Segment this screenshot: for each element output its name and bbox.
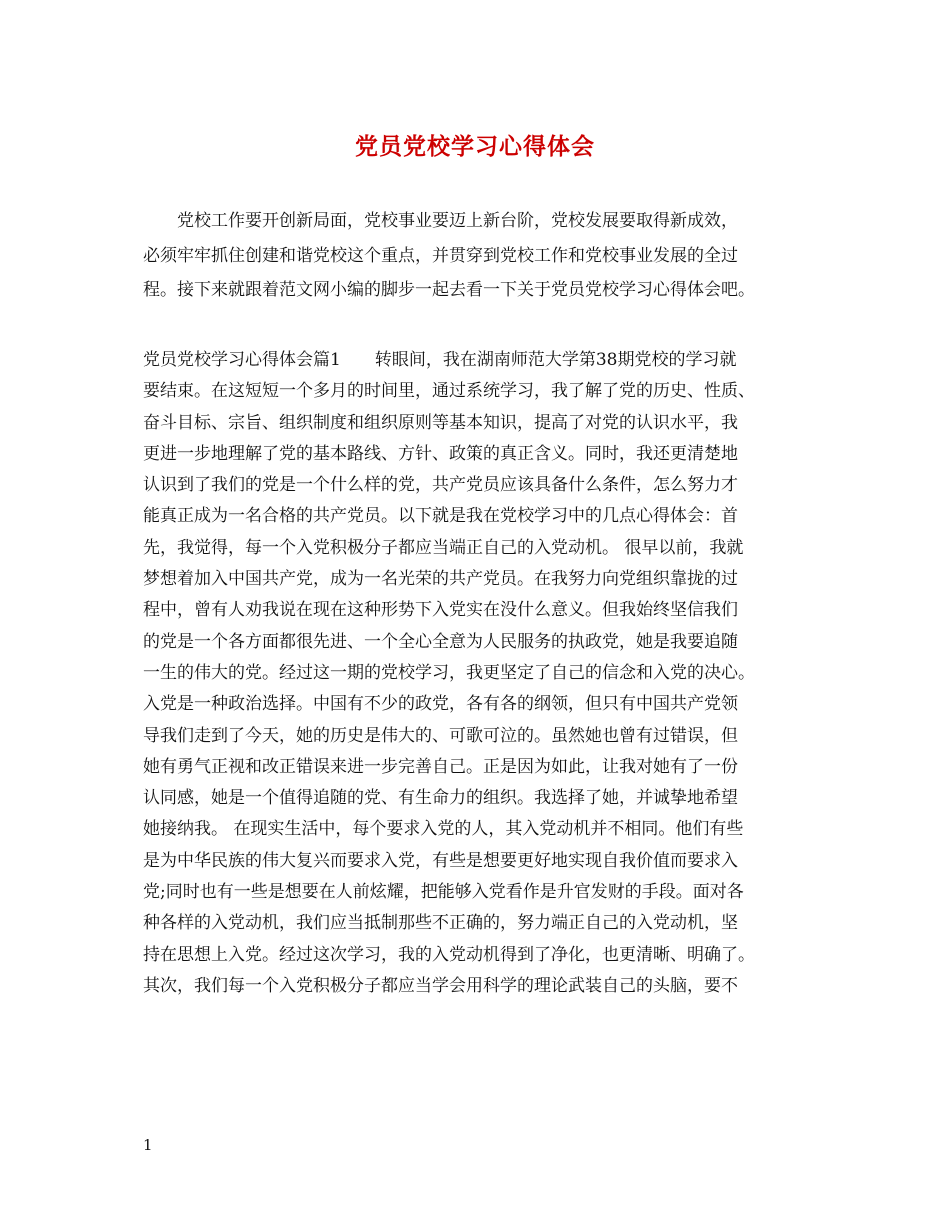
intro-line: 程。接下来就跟着范文网小编的脚步一起去看一下关于党员党校学习心得体会吧。 — [143, 280, 755, 300]
intro-line: 党校工作要开创新局面，党校事业要迈上新台阶，党校发展要取得新成效， — [143, 211, 738, 231]
body-line: 奋斗目标、宗旨、组织制度和组织原则等基本知识，提高了对党的认识水平，我 — [143, 412, 738, 433]
body-line: 能真正成为一名合格的共产党员。以下就是我在党校学习中的几点心得体会：首 — [143, 506, 738, 527]
intro-paragraph — [143, 204, 828, 308]
document-title: 党员党校学习心得体会 — [355, 133, 595, 160]
body-line: 其次，我们每一个入党积极分子都应当学会用科学的理论武装自己的头脑，要不 — [143, 975, 738, 996]
body-paragraph — [143, 345, 828, 1002]
body-line: 她有勇气正视和改正错误来进一步完善自己。正是因为如此，让我对她有了一份 — [143, 756, 738, 777]
body-line: 导我们走到了今天，她的历史是伟大的、可歌可泣的。虽然她也曾有过错误，但 — [143, 725, 738, 746]
body-line: 要结束。在这短短一个多月的时间里，通过系统学习，我了解了党的历史、性质、 — [143, 381, 755, 402]
body-line: 入党是一种政治选择。中国有不少的政党，各有各的纲领，但只有中国共产党领 — [143, 694, 738, 715]
page-number: 1 — [143, 1136, 153, 1154]
body-line: 认同感，她是一个值得追随的党、有生命力的组织。我选择了她，并诚挚地希望 — [143, 788, 738, 809]
intro-line: 必须牢牢抓住创建和谐党校这个重点，并贯穿到党校工作和党校事业发展的全过 — [143, 245, 738, 266]
body-line: 她接纳我。 在现实生活中，每个要求入党的人，其入党动机并不相同。他们有些 — [143, 819, 744, 840]
body-line: 先，我觉得，每一个入党积极分子都应当端正自己的入党动机。 很早以前，我就 — [143, 537, 744, 558]
body-line: 更进一步地理解了党的基本路线、方针、政策的真正含义。同时，我还更清楚地 — [143, 443, 738, 464]
body-line: 一生的伟大的党。经过这一期的党校学习，我更坚定了自己的信念和入党的决心。 — [143, 662, 755, 683]
body-line: 党员党校学习心得体会篇1 转眼间，我在湖南师范大学第38期党校的学习就 — [143, 350, 737, 370]
body-line: 梦想着加入中国共产党，成为一名光荣的共产党员。在我努力向党组织靠拢的过 — [143, 569, 738, 590]
body-line: 党;同时也有一些是想要在人前炫耀，把能够入党看作是升官发财的手段。面对各 — [143, 882, 744, 903]
body-line: 持在思想上入党。经过这次学习，我的入党动机得到了净化，也更清晰、明确了。 — [143, 944, 755, 965]
body-line: 是为中华民族的伟大复兴而要求入党，有些是想要更好地实现自我价值而要求入 — [143, 850, 738, 871]
body-line: 程中，曾有人劝我说在现在这种形势下入党实在没什么意义。但我始终坚信我们 — [143, 600, 738, 621]
body-line: 认识到了我们的党是一个什么样的党，共产党员应该具备什么条件，怎么努力才 — [143, 475, 738, 496]
body-line: 种各样的入党动机，我们应当抵制那些不正确的，努力端正自己的入党动机，坚 — [143, 913, 738, 934]
body-line: 的党是一个各方面都很先进、一个全心全意为人民服务的执政党，她是我要追随 — [143, 631, 738, 652]
